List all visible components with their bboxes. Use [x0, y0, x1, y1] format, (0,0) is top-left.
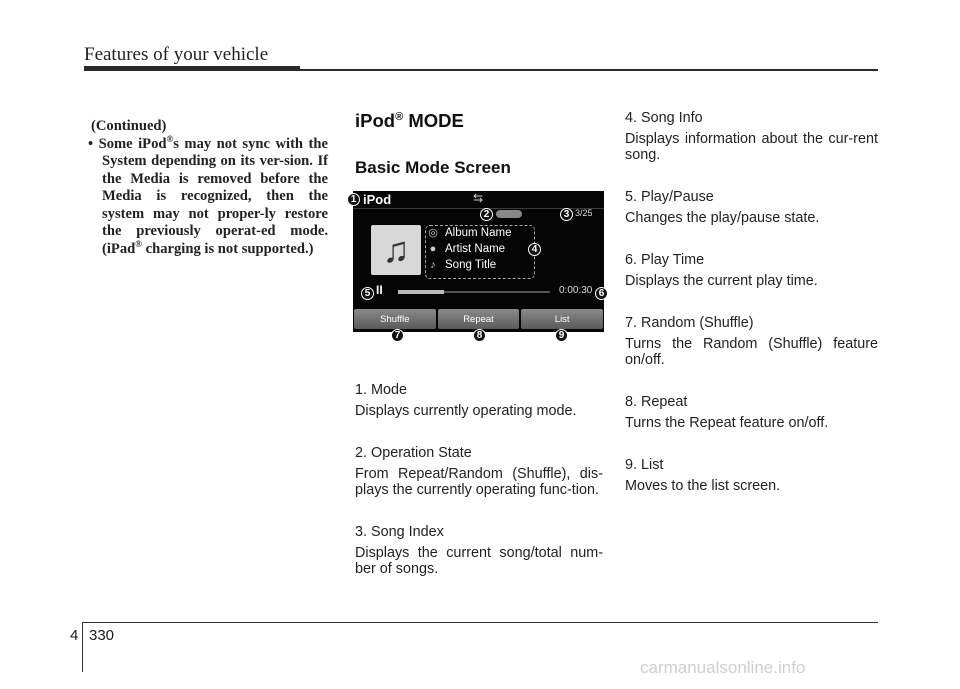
album-row	[427, 227, 511, 239]
item-title: 3. Song Index	[355, 524, 444, 540]
item-title: 6. Play Time	[625, 252, 705, 268]
items-col2	[355, 382, 603, 577]
footer-divider	[82, 622, 83, 672]
item-body: Turns the Repeat feature on/off.	[625, 415, 829, 431]
callout-5: 5	[361, 287, 374, 300]
footer-rule	[82, 622, 878, 623]
music-note-icon: ♪	[430, 259, 436, 271]
continued-label: (Continued)	[91, 118, 167, 134]
callout-7: 7	[391, 329, 404, 342]
item-body: Displays the current song/total num-ber of songs.	[355, 545, 603, 577]
note-text-c: charging is not supported.)	[141, 240, 314, 257]
mode-label: iPod	[363, 192, 392, 207]
callout-9: 9	[555, 329, 568, 342]
usb-icon: ⇆	[473, 191, 484, 205]
pause-icon[interactable]: II	[376, 283, 383, 297]
shuffle-button[interactable]: Shuffle	[354, 309, 436, 329]
note-bullet	[88, 133, 328, 259]
watermark: carmanualsonline.info	[640, 658, 806, 677]
callout-3: 3	[560, 208, 573, 221]
item-body: Displays information about the cur-rent song.	[625, 131, 878, 163]
item-title: 5. Play/Pause	[625, 189, 714, 205]
item-title: 4. Song Info	[625, 110, 703, 126]
note-text-b: s may not sync with the System depending on its ver-sion. If the Media is removed before the Media is recognized, then the system may not proper-ly restore the previously operat-ed mode. (iPad	[102, 135, 328, 257]
header-rule	[300, 69, 878, 71]
column-3	[625, 110, 878, 494]
page-number: 330	[89, 627, 115, 644]
callout-6: 6	[595, 287, 608, 300]
section-title-a: iPod	[355, 110, 396, 131]
item-body: Displays the current play time.	[625, 273, 818, 289]
item-title: 2. Operation State	[355, 445, 472, 461]
artist-row	[427, 243, 505, 255]
header-bar	[84, 66, 300, 71]
item-body: Changes the play/pause state.	[625, 210, 820, 226]
continued-note	[88, 118, 328, 258]
repeat-button[interactable]: Repeat	[438, 309, 520, 329]
album-name: Album Name	[445, 227, 512, 239]
item-body: Displays currently operating mode.	[355, 403, 577, 419]
item-body: From Repeat/Random (Shuffle), dis-plays the currently operating func-tion.	[355, 466, 603, 498]
callout-1: 1	[347, 193, 360, 206]
item-body: Moves to the list screen.	[625, 478, 781, 494]
progress-fill	[398, 290, 444, 294]
button-row	[354, 309, 603, 329]
reg-mark: ®	[166, 133, 174, 144]
song-row	[427, 259, 496, 271]
song-title: Song Title	[445, 259, 497, 271]
reg-mark: ®	[395, 110, 404, 123]
item-title: 1. Mode	[355, 382, 407, 398]
item-body: Turns the Random (Shuffle) feature on/off.	[625, 336, 878, 368]
note-text-a: • Some iPod	[88, 135, 167, 152]
header-title: Features of your vehicle	[84, 44, 269, 65]
ipod-screen	[350, 191, 605, 341]
play-time: 0:00:30	[559, 285, 593, 296]
artist-icon: ●	[429, 243, 437, 255]
callout-2: 2	[480, 208, 493, 221]
album-icon: ◎	[428, 227, 438, 239]
operation-state-icon	[496, 210, 522, 218]
song-index: 3/25	[575, 208, 593, 218]
chapter-number: 4	[70, 627, 79, 644]
callout-4: 4	[528, 243, 541, 256]
list-button[interactable]: List	[521, 309, 603, 329]
music-note-icon: ♫	[371, 225, 421, 275]
artist-name: Artist Name	[445, 243, 506, 255]
section-title	[355, 110, 603, 132]
reg-mark: ®	[135, 238, 142, 249]
section-subtitle: Basic Mode Screen	[355, 158, 511, 177]
item-title: 9. List	[625, 457, 664, 473]
section-title-b: MODE	[403, 110, 464, 131]
callout-8: 8	[473, 329, 486, 342]
item-title: 7. Random (Shuffle)	[625, 315, 754, 331]
item-title: 8. Repeat	[625, 394, 688, 410]
